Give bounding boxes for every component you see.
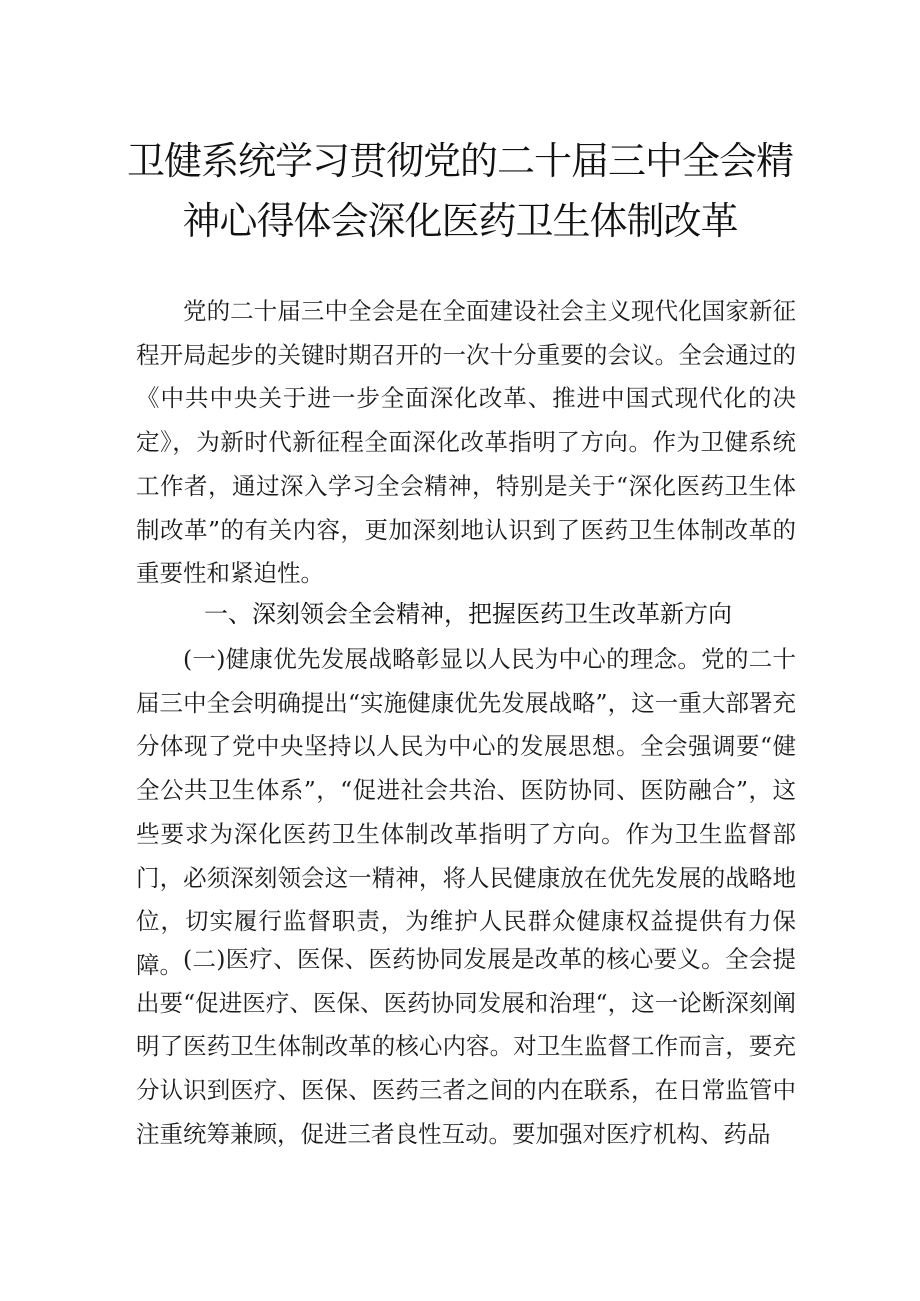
document-title-line-2: 神心得体会深化医药卫生体制改革 bbox=[182, 199, 738, 243]
intro-paragraph: 党的二十届三中全会是在全面建设社会主义现代化国家新征程开局起步的关键时期召开的一次十分重要的会议。全会通过的《中共中央关于进一步全面深化改革、推进中国式现代化的决定》，为新时代新征程全面深化改革指明了方向。作为卫健系统工作者，通过深入学习全会精神，特别是关于“深化医药卫生体制改革”的有关内容，更加深刻地认识到了医药卫生体制改革的重要性和紧迫性。 bbox=[136, 297, 796, 588]
section-paragraph-2: (二)医疗、医保、医药协同发展是改革的核心要义。全会提出要“促进医疗、医保、医药协同发展和治理“，这一论断深刻阐明了医药卫生体制改革的核心内容。对卫生监督工作而言，要充分认识到医疗、医保、医药三者之间的内在联系，在日常监管中注重统筹兼顾，促进三者良性互动。要加强对医疗机构、药品 bbox=[136, 945, 796, 1148]
section-paragraph-1: (一)健康优先发展战略彰显以人民为中心的理念。党的二十届三中全会明确提出“实施健康优先发展战略”，这一重大部署充分体现了党中央坚持以人民为中心的发展思想。全会强调要“健全公共卫生体系”，“促进社会共治、医防协同、医防融合”，这些要求为深化医药卫生体制改革指明了方向。作为卫生监督部门，必须深刻领会这一精神，将人民健康放在优先发展的战略地位，切实履行监督职责，为维护人民群众健康权益提供有力保障。 bbox=[136, 645, 796, 979]
section-heading: 一、深刻领会全会精神，把握医药卫生改革新方向 bbox=[204, 600, 732, 628]
document-title-line-1: 卫健系统学习贯彻党的二十届三中全会精 bbox=[126, 139, 793, 183]
